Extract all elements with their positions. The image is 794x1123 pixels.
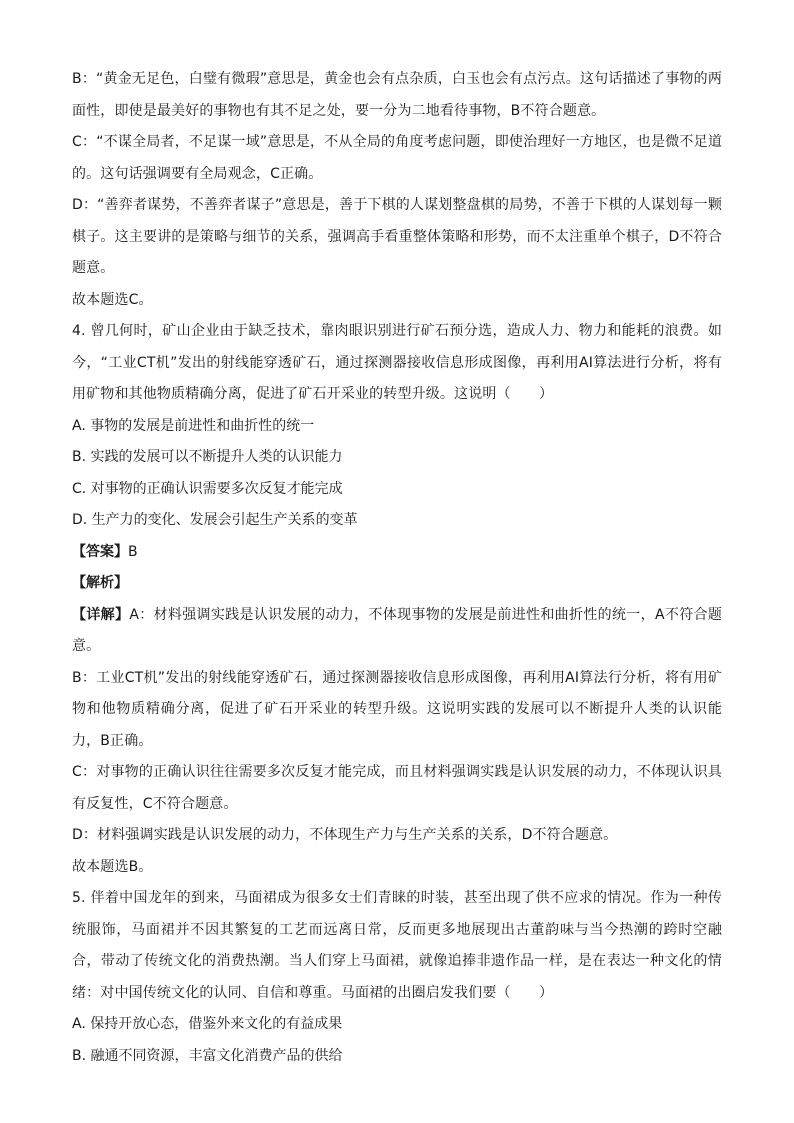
question-4-detail-c: C：对事物的正确认识往往需要多次反复才能完成，而且材料强调实践是认识发展的动力，不体现认识具有反复性，C不符合题意。	[72, 764, 722, 812]
question-5-option-b: B. 融通不同资源，丰富文化消费产品的供给	[72, 1047, 343, 1064]
prev-conclusion: 故本题选C。	[72, 291, 153, 308]
question-4-detail-d: D：材料强调实践是认识发展的动力，不体现生产力与生产关系的关系，D不符合题意。	[72, 827, 618, 843]
question-4-stem: 4. 曾几何时，矿山企业由于缺乏技术，靠肉眼识别进行矿石预分选，造成人力、物力和能耗的浪费。如今，“工业CT机”发出的射线能穿透矿石，通过探测器接收信息形成图像，再利用AI算法进行分析，将有用矿物和其他物质精确分离，促进了矿石开采业的转型升级。这说明（ ）	[72, 323, 722, 402]
detail-tag: 【详解】	[72, 606, 130, 623]
analysis-tag: 【解析】	[72, 575, 128, 591]
document-body	[72, 64, 722, 1072]
question-4-detail-a	[72, 600, 722, 663]
answer-tag: 【答案】	[72, 543, 128, 560]
question-4-option-c: C. 对事物的正确认识需要多次反复才能完成	[72, 480, 343, 497]
answer-value: B	[128, 543, 138, 560]
prev-option-c-explanation: C：“不谋全局者，不足谋一域”意思是，不从全局的角度考虑问题，即使治理好一方地区，也是微不足道的。这句话强调要有全局观念，C正确。	[72, 134, 722, 182]
question-4-answer	[72, 537, 722, 569]
question-4-detail-b: B：工业CT机”发出的射线能穿透矿石，通过探测器接收信息形成图像，再利用AI算法行分析，将有用矿物和他物质精确分离，促进了矿石开采业的转型升级。这说明实践的发展可以不断提升人类的认识能力，B正确。	[72, 669, 722, 749]
question-5-stem: 5. 伴着中国龙年的到来，马面裙成为很多女士们青睐的时装，甚至出现了供不应求的情况。作为一种传统服饰，马面裙并不因其繁复的工艺而远离日常，反而更多地展现出古董韵味与当今热潮的跨时空融合，带动了传统文化的消费热潮。当人们穿上马面裙，就像追捧非遗作品一样，是在表达一种文化的情绪：对中国传统文化的认同、自信和尊重。马面裙的出圈启发我们要（ ）	[72, 890, 722, 1001]
prev-option-d-explanation: D：“善弈者谋势，不善弈者谋子”意思是，善于下棋的人谋划整盘棋的局势，不善于下棋的人谋划每一颗棋子。这主要讲的是策略与细节的关系，强调高手看重整体策略和形势，而不太注重单个棋子，D不符合题意。	[72, 197, 722, 276]
question-4-option-a: A. 事物的发展是前进性和曲折性的统一	[72, 417, 315, 434]
question-5-option-a: A. 保持开放心态，借鉴外来文化的有益成果	[72, 1016, 343, 1032]
prev-option-b-explanation: B：“黄金无足色，白璧有微瑕”意思是，黄金也会有点杂质，白玉也会有点污点。这句话描述了事物的两面性，即使是最美好的事物也有其不足之处，要一分为二地看待事物，B不符合题意。	[72, 71, 722, 119]
question-4-analysis-heading	[72, 568, 722, 600]
detail-a-text: A：材料强调实践是认识发展的动力，不体现事物的发展是前进性和曲折性的统一，A不符合题意。	[72, 606, 722, 654]
question-4-conclusion: 故本题选B。	[72, 858, 153, 875]
question-4-option-d: D. 生产力的变化、发展会引起生产关系的变革	[72, 512, 358, 528]
question-4-option-b: B. 实践的发展可以不断提升人类的认识能力	[72, 449, 343, 465]
